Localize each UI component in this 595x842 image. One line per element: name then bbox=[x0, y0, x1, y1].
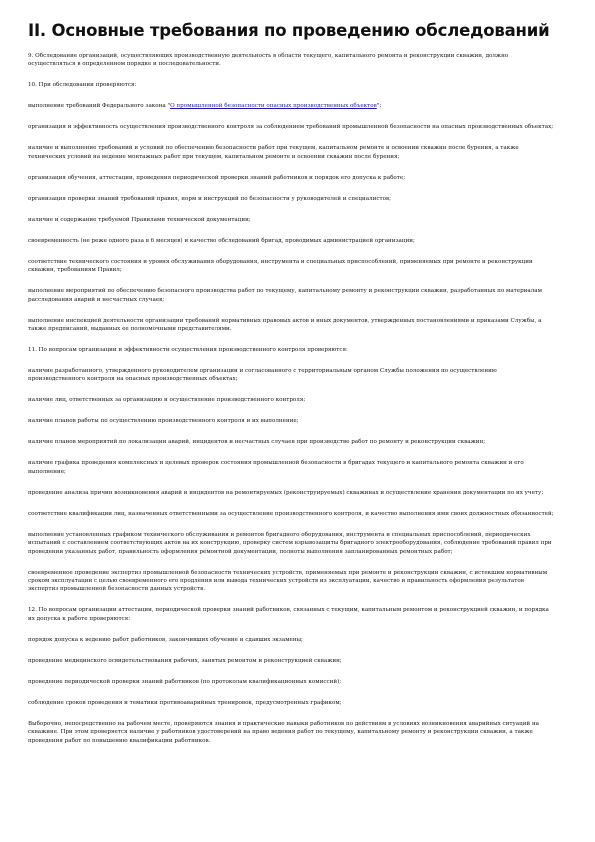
list-item-text: выполнение требований Федерального закона " bbox=[28, 103, 171, 110]
list-item: наличие лиц, ответственных за организацию и осуществление производственного контроля; bbox=[28, 397, 306, 404]
list-item: проведение медицинского освидетельствования рабочих, занятых ремонтом и реконструкцией скважин; bbox=[28, 657, 342, 664]
paragraph-12: 12. По вопросам организации аттестации, периодической проверки знаний работников, связанных с текущим, капитальным ремонтом и реконструкцией скважин, и порядка их допуска к работе проверяются: bbox=[28, 607, 549, 622]
paragraph-10: 10. При обследовании проверяются: bbox=[28, 82, 137, 89]
list-item: выполнение инспекцией деятельности организации требований нормативных правовых актов и иных документов, утвержденных постановлениями и приказами Службы, а также предписаний, выданных ее полномочными представителями. bbox=[28, 317, 542, 333]
paragraph-11: 11. По вопросам организации и эффективности осуществления производственного контроля проверяются: bbox=[28, 347, 348, 354]
list-item: наличие планов мероприятий по локализации аварий, инцидентов и несчастных случаев при производстве работ по ремонту и реконструкции скважин; bbox=[28, 439, 486, 446]
list-item: проведение анализа причин возникновения аварий и инцидентов на ремонтируемых (реконструируемых) скважинах и осуществление хранения документации по их учету; bbox=[28, 489, 544, 496]
list-item: организация и эффективность осуществления производственного контроля за соблюдением требований промышленной безопасности на опасных производственных объектах; bbox=[28, 124, 554, 131]
list-item: наличие разработанного, утвержденного руководителем организации и согласованного с территориальным органом Службы положения по осуществлению производственного контроля на опасных производственных объектах; bbox=[28, 368, 497, 383]
list-item-text: "; bbox=[376, 103, 382, 110]
list-item: наличие и содержание требуемой Правилами технической документации; bbox=[28, 216, 251, 223]
list-item: выполнение установленных графиком технического обслуживания и ремонтов бригадного оборудования, инструмента и специальных приспособлений, периодических испытаний с составлением соответствующих актов на их конструкцию, проверку систем взрывозащиты бригадного электрооборудования, соблюдение требований правил при проведении указанных работ, правильность оформления ремонтной документации, полноты выполнения запланированных ремонтных работ; bbox=[28, 531, 552, 555]
list-item: соответствие технического состояния и уровня обслуживания оборудования, инструмента и специальных приспособлений, применяемых при ремонте и реконструкции скважин, требованиям Правил; bbox=[28, 258, 533, 274]
list-item: соблюдение сроков проведения и тематики противоаварийных тренировок, предусмотренных графиком; bbox=[28, 699, 342, 706]
list-item: организация обучения, аттестации, проведения периодической проверки знаний работников и порядок его допуска к работе; bbox=[28, 174, 406, 181]
list-item: организация проверки знаний требований правил, норм и инструкций по безопасности у руководителей и специалистов; bbox=[28, 195, 391, 202]
paragraph-9: 9. Обследование организаций, осуществляющих производственную деятельность в области текущего, капитального ремонта и реконструкции скважин, должно осуществляться в определенном порядке и последовательности. bbox=[28, 53, 509, 68]
list-item: наличие и выполнение требований и условий по обеспечению безопасности работ при текущем, капитальном ремонте и освоении скважин после бурения, а также технических условий на ведение монтажных работ при текущем, капитальном ремонте и освоении скважин после бурения; bbox=[28, 145, 519, 160]
closing-paragraph: Выборочно, непосредственно на рабочем месте, проверяются знания и практические навыки работников по действиям в условиях возникновения аварийных ситуаций на скважине. При этом проверяется наличие у работников удостоверений на право ведения работ по текущему, капитальному ремонту и реконструкции скважин, а также проведения работ по повышению квалификации работников. bbox=[28, 720, 540, 744]
list-item: выполнение мероприятий по обеспечению безопасного производства работ по текущему, капитальному ремонту и реконструкции скважин, разработанных по материалам расследования аварий и несчастных случаев; bbox=[28, 288, 542, 303]
list-item: соответствие квалификации лиц, назначенных ответственными за осуществление производственного контроля, и качество выполнения ими своих должностных обязанностей; bbox=[28, 510, 554, 517]
section-heading: II. Основные требования по проведению обследований bbox=[28, 21, 550, 40]
list-item-federal-law bbox=[28, 102, 555, 110]
list-item: наличие планов работы по осуществлению производственного контроля и их выполнение; bbox=[28, 418, 299, 425]
federal-law-link[interactable]: О промышленной безопасности опасных производственных объектов bbox=[170, 103, 377, 110]
list-item: своевременное проведение экспертиз промышленной безопасности технических устройств, применяемых при ремонте и реконструкции скважин, с истекшим нормативным сроком эксплуатации с целью своевременного его продления или вывода технических устройств из эксплуатации, качество и правильность оформления результатов экспертиз промышленной безопасности данных устройств. bbox=[28, 569, 548, 593]
list-item: своевременность (не реже одного раза в 6 месяцев) и качество обследований бригад, проводимых администрацией организации; bbox=[28, 237, 415, 244]
list-item: проведение периодической проверки знаний работников (по протоколам квалификационных комиссий); bbox=[28, 678, 342, 685]
list-item: порядок допуска к ведению работ работников, закончивших обучение и сдавших экзамены; bbox=[28, 636, 303, 643]
list-item: наличие графика проведения комплексных и целевых проверок состояния промышленной безопасности в бригадах текущего и капитального ремонта скважин и его выполнение; bbox=[28, 460, 524, 475]
